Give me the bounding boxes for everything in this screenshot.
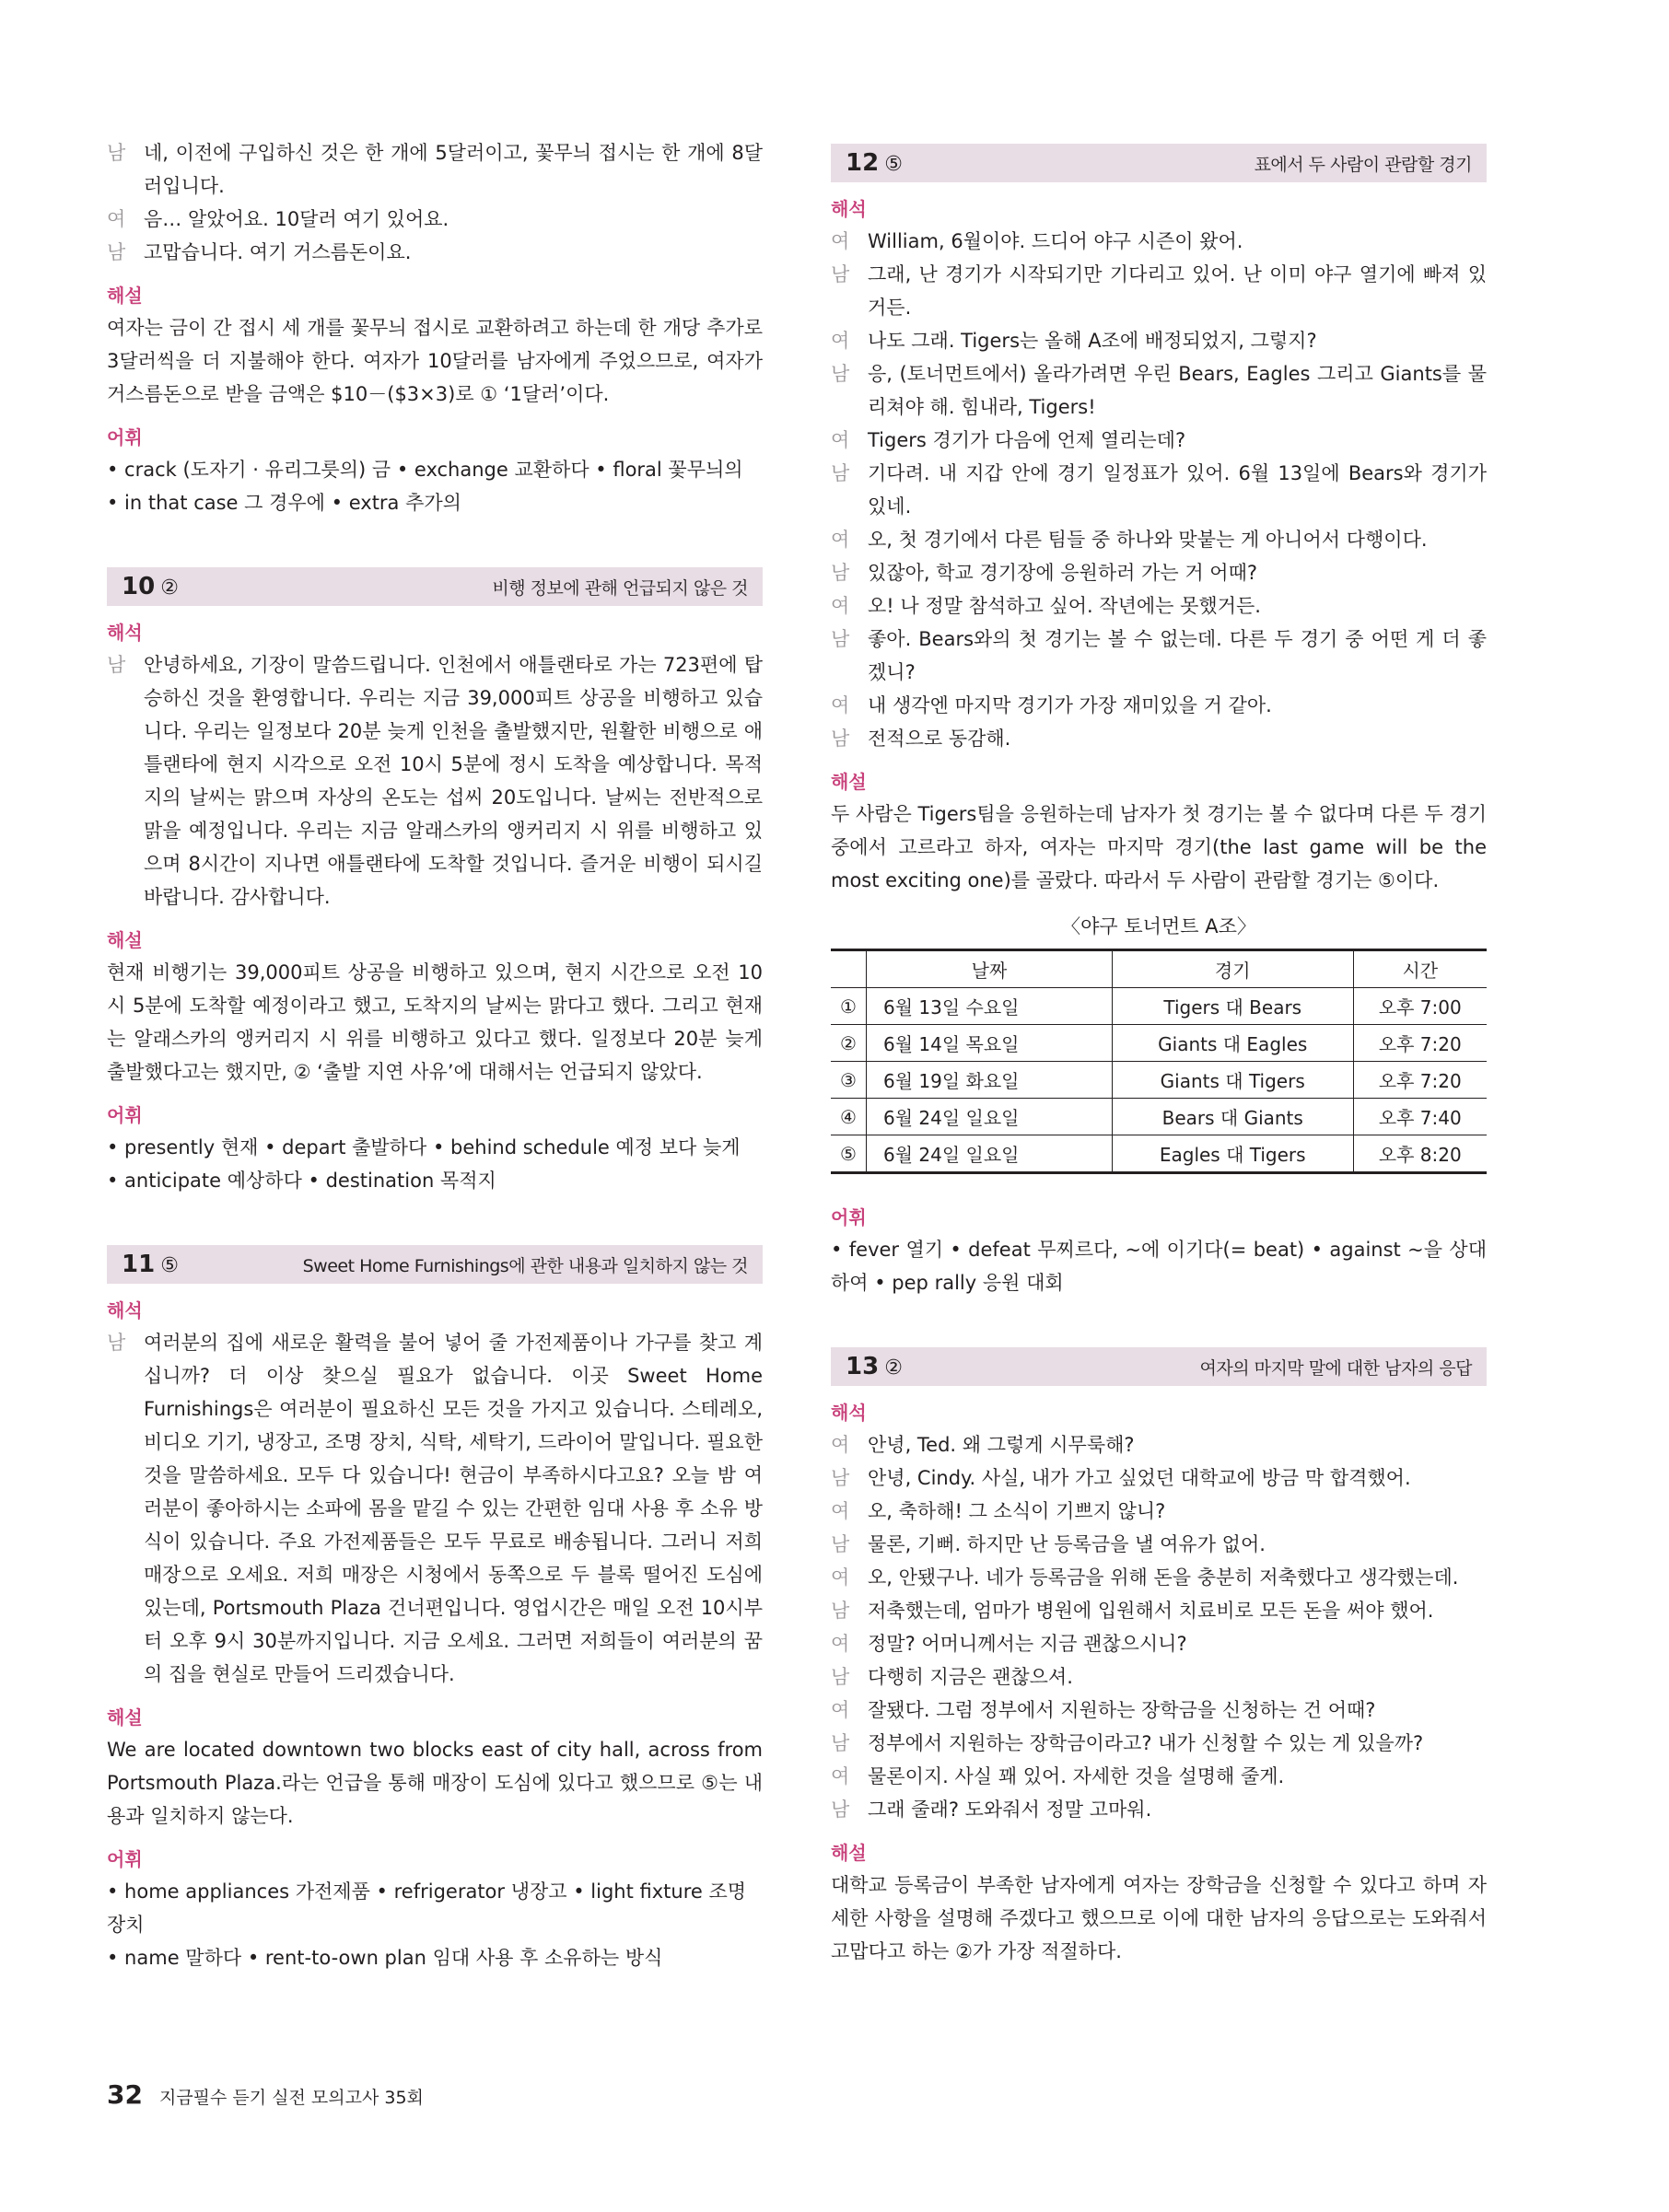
question-number-text: 11 <box>122 1251 156 1278</box>
dialog-text: William, 6월이야. 드디어 야구 시즌이 왔어. <box>868 230 1243 252</box>
table-cell: Giants 대 Tigers <box>1112 1062 1353 1099</box>
dialog-line <box>107 203 763 236</box>
dialog-line <box>831 1727 1487 1760</box>
speaker-label: 여 <box>831 1765 850 1787</box>
dialog-line <box>831 1528 1487 1561</box>
dialog-text: 안녕, Ted. 왜 그렇게 시무룩해? <box>868 1434 1135 1456</box>
dialog-line <box>107 648 763 914</box>
table-cell: 6월 24일 일요일 <box>867 1135 1113 1173</box>
speaker-label: 남 <box>831 363 850 385</box>
speaker-label: 여 <box>831 1566 850 1589</box>
cont-dialog <box>107 136 763 269</box>
haeseol-label: 해설 <box>107 1706 143 1729</box>
dialog-text: 음… 알았어요. 10달러 여기 있어요. <box>144 208 449 230</box>
dialog-text: 그래, 난 경기가 시작되기만 기다리고 있어. 난 이미 야구 열기에 빠져 있거든. <box>868 263 1487 319</box>
q12-dialog <box>831 225 1487 755</box>
dialog-text: 정말? 어머니께서는 지금 괜찮으시니? <box>868 1633 1187 1655</box>
speaker-label: 남 <box>107 1332 126 1354</box>
dialog-line <box>831 1495 1487 1528</box>
table-cell: 오후 7:00 <box>1353 988 1487 1025</box>
vocab-label: 어휘 <box>107 426 143 448</box>
question-number <box>122 1251 179 1278</box>
table-header-row <box>831 950 1487 988</box>
table-cell: ④ <box>831 1099 867 1135</box>
table-cell: ③ <box>831 1062 867 1099</box>
dialog-text: 있잖아, 학교 경기장에 응원하러 가는 거 어때? <box>868 562 1258 584</box>
vocab-line: • fever 열기 • defeat 무찌르다, ~에 이기다(= beat) • against ~을 상대하여 • pep rally 응원 대회 <box>831 1239 1487 1294</box>
table-cell: Bears 대 Giants <box>1112 1099 1353 1135</box>
question-number <box>846 1353 903 1380</box>
dialog-line <box>831 589 1487 623</box>
left-column <box>107 136 763 1974</box>
table-cell: Eagles 대 Tigers <box>1112 1135 1353 1173</box>
dialog-text: 안녕하세요, 기장이 말씀드립니다. 인천에서 애틀랜타로 가는 723편에 탑승하신 것을 환영합니다. 우리는 지금 39,000피트 상공을 비행하고 있습니다. 우리는 일정보다 20분 늦게 인천을 출발했지만, 원활한 비행으로 애틀랜타에 현지 시각으로 오전 10시 5분에 정시 도착을 예상합니다. 목적지의 날씨는 맑으며 자상의 온도는 섭씨 20도입니다. 날씨는 전반적으로 맑을 예정입니다. 우리는 지금 알래스카의 앵커리지 시 위를 비행하고 있으며 8시간이 지나면 애틀랜타에 도착할 것입니다. 즐거운 비행이 되시길 바랍니다. 감사합니다. <box>144 654 763 908</box>
dialog-line <box>831 689 1487 722</box>
dialog-text: 전적으로 동감해. <box>868 728 1011 750</box>
table-cell: 6월 24일 일요일 <box>867 1099 1113 1135</box>
dialog-text: 물론, 기뻐. 하지만 난 등록금을 낼 여유가 없어. <box>868 1533 1266 1555</box>
speaker-label: 남 <box>107 241 126 263</box>
dialog-text: 오! 나 정말 참석하고 싶어. 작년에는 못했거든. <box>868 595 1261 617</box>
answer-mark: ② <box>884 1356 903 1380</box>
speaker-label: 여 <box>831 1434 850 1456</box>
dialog-line <box>831 722 1487 755</box>
dialog-text: 기다려. 내 지갑 안에 경기 일정표가 있어. 6월 13일에 Bears와 경기가 있네. <box>868 462 1487 518</box>
dialog-line <box>831 1760 1487 1793</box>
dialog-line <box>831 1694 1487 1727</box>
dialog-line <box>831 225 1487 258</box>
dialog-text: 저축했는데, 엄마가 병원에 입원해서 치료비로 모든 돈을 써야 했어. <box>868 1600 1434 1622</box>
dialog-line <box>831 1660 1487 1694</box>
haeseol-text: 현재 비행기는 39,000피트 상공을 비행하고 있으며, 현지 시간으로 오전 10시 5분에 도착할 예정이라고 했고, 도착지의 날씨는 맑다고 했다. 그리고 현재는 알래스카의 앵커리지 시 위를 비행하고 있다고 했다. 일정보다 20분 늦게 출발했다고는 했지만, ② ‘출발 지연 사유’에 대해서는 언급되지 않았다. <box>107 961 763 1083</box>
question-number-text: 10 <box>122 573 156 600</box>
dialog-text: 다행히 지금은 괜찮으셔. <box>868 1666 1073 1688</box>
dialog-text: 내 생각엔 마지막 경기가 가장 재미있을 거 같아. <box>868 694 1272 716</box>
dialog-text: 오, 축하해! 그 소식이 기쁘지 않니? <box>868 1500 1166 1522</box>
right-column <box>831 136 1487 1968</box>
vocab-line: • in that case 그 경우에 • extra 추가의 <box>107 492 461 514</box>
speaker-label: 여 <box>831 429 850 451</box>
question-topic: 여자의 마지막 말에 대한 남자의 응답 <box>1199 1357 1472 1379</box>
haeseol-text: We are located downtown two blocks east of city hall, across from Portsmouth Plaza.라는 언급을 통해 매장이 도심에 있다고 했으므로 ⑤는 내용과 일치하지 않는다. <box>107 1739 763 1827</box>
dialog-text: 잘됐다. 그럼 정부에서 지원하는 장학금을 신청하는 건 어때? <box>868 1699 1376 1721</box>
haeseol-text: 여자는 금이 간 접시 세 개를 꽃무늬 접시로 교환하려고 하는데 한 개당 추가로 3달러씩을 더 지불해야 한다. 여자가 10달러를 남자에게 주었으므로, 여자가 거스름돈으로 받을 금액은 $10－($3×3)로 ① ‘1달러’이다. <box>107 317 763 405</box>
question-number <box>122 573 179 600</box>
speaker-label: 남 <box>831 1799 850 1821</box>
q13-dialog <box>831 1428 1487 1826</box>
dialog-line <box>831 324 1487 357</box>
table-header-cell <box>831 950 867 988</box>
table-header-cell: 날짜 <box>867 950 1113 988</box>
speaker-label: 여 <box>831 1633 850 1655</box>
speaker-label: 남 <box>831 728 850 750</box>
table-cell: 6월 14일 목요일 <box>867 1025 1113 1062</box>
dialog-line <box>831 1594 1487 1627</box>
table-cell: Tigers 대 Bears <box>1112 988 1353 1025</box>
dialog-line <box>831 1561 1487 1594</box>
dialog-text: 그래 줄래? 도와줘서 정말 고마워. <box>868 1799 1152 1821</box>
haeseol-label: 해설 <box>107 929 143 951</box>
table-cell: ⑤ <box>831 1135 867 1173</box>
table-row <box>831 1062 1487 1099</box>
question-number-text: 13 <box>846 1353 880 1380</box>
book-title: 지금필수 듣기 실전 모의고사 35회 <box>158 2088 424 2108</box>
dialog-line <box>831 523 1487 556</box>
page-footer <box>107 2079 424 2110</box>
speaker-label: 남 <box>831 1533 850 1555</box>
question-topic: 표에서 두 사람이 관람할 경기 <box>1254 154 1472 175</box>
speaker-label: 남 <box>831 462 850 484</box>
dialog-line <box>107 236 763 269</box>
haeseol-text: 대학교 등록금이 부족한 남자에게 여자는 장학금을 신청할 수 있다고 하며 자세한 사항을 설명해 주겠다고 했으므로 이에 대한 남자의 응답으로는 도와줘서 고맙다고 하는 ②가 가장 적절하다. <box>831 1874 1487 1962</box>
vocab-label: 어휘 <box>107 1848 143 1870</box>
speaker-label: 남 <box>831 1732 850 1754</box>
question-topic: 비행 정보에 관해 언급되지 않은 것 <box>492 577 748 599</box>
dialog-line <box>831 623 1487 689</box>
question-topic: Sweet Home Furnishings에 관한 내용과 일치하지 않는 것 <box>302 1255 748 1276</box>
table-cell: 6월 19일 화요일 <box>867 1062 1113 1099</box>
answer-mark: ⑤ <box>884 153 903 176</box>
dialog-line <box>831 357 1487 424</box>
dialog-line <box>107 136 763 203</box>
question-11-header <box>107 1245 763 1284</box>
vocab-line: • crack (도자기 · 유리그릇의) 금 • exchange 교환하다 • floral 꽃무늬의 <box>107 459 743 481</box>
speaker-label: 여 <box>831 529 850 551</box>
table-cell: 오후 7:20 <box>1353 1025 1487 1062</box>
dialog-line <box>831 1428 1487 1461</box>
dialog-line <box>107 1326 763 1691</box>
dialog-text: Tigers 경기가 다음에 언제 열리는데? <box>868 429 1186 451</box>
speaker-label: 여 <box>831 230 850 252</box>
table-cell: ① <box>831 988 867 1025</box>
speaker-label: 남 <box>831 562 850 584</box>
table-cell: 오후 7:40 <box>1353 1099 1487 1135</box>
speaker-label: 남 <box>831 1600 850 1622</box>
answer-mark: ⑤ <box>160 1254 179 1277</box>
dialog-text: 정부에서 지원하는 장학금이라고? 내가 신청할 수 있는 게 있을까? <box>868 1732 1424 1754</box>
haeseok-label: 해석 <box>831 198 867 220</box>
speaker-label: 여 <box>831 330 850 352</box>
table-cell: 오후 8:20 <box>1353 1135 1487 1173</box>
dialog-text: 오, 안됐구나. 네가 등록금을 위해 돈을 충분히 저축했다고 생각했는데. <box>868 1566 1459 1589</box>
table-row <box>831 1099 1487 1135</box>
vocab-line: • home appliances 가전제품 • refrigerator 냉장고 • light fixture 조명 장치 <box>107 1880 747 1936</box>
table-title: 〈야구 토너먼트 A조〉 <box>1061 915 1256 937</box>
dialog-text: 응, (토너먼트에서) 올라가려면 우린 Bears, Eagles 그리고 Giants를 물리쳐야 해. 힘내라, Tigers! <box>868 363 1487 418</box>
dialog-line <box>831 457 1487 523</box>
page-number: 32 <box>107 2079 143 2110</box>
speaker-label: 남 <box>831 628 850 650</box>
dialog-text: 네, 이전에 구입하신 것은 한 개에 5달러이고, 꽃무늬 접시는 한 개에 8달러입니다. <box>144 142 763 197</box>
vocab-line: • anticipate 예상하다 • destination 목적지 <box>107 1170 496 1192</box>
dialog-text: 안녕, Cindy. 사실, 내가 가고 싶었던 대학교에 방금 막 합격했어. <box>868 1467 1411 1489</box>
haeseok-label: 해석 <box>831 1402 867 1424</box>
speaker-label: 남 <box>831 1467 850 1489</box>
speaker-label: 남 <box>107 654 126 676</box>
speaker-label: 여 <box>831 694 850 716</box>
speaker-label: 남 <box>831 1666 850 1688</box>
dialog-line <box>831 1793 1487 1826</box>
table-row <box>831 1025 1487 1062</box>
speaker-label: 여 <box>107 208 126 230</box>
dialog-line <box>831 258 1487 324</box>
answer-mark: ② <box>160 576 179 600</box>
table-row <box>831 988 1487 1025</box>
question-number-text: 12 <box>846 149 880 177</box>
dialog-line <box>831 556 1487 589</box>
table-header-cell: 시간 <box>1353 950 1487 988</box>
dialog-text: 여러분의 집에 새로운 활력을 불어 넣어 줄 가전제품이나 가구를 찾고 계십니까? 더 이상 찾으실 필요가 없습니다. 이곳 Sweet Home Furnishings은 여러분이 필요하신 모든 것을 가지고 있습니다. 스테레오, 비디오 기기, 냉장고, 조명 장치, 식탁, 세탁기, 드라이어 말입니다. 필요한 것을 말씀하세요. 모두 다 있습니다! 현금이 부족하시다고요? 오늘 밤 여러분이 좋아하시는 소파에 몸을 맡길 수 있는 간편한 임대 사용 후 소유 방식이 있습니다. 주요 가전제품들은 모두 무료로 배송됩니다. 그러니 저희 매장으로 오세요. 저희 매장은 시청에서 동쪽으로 두 블록 떨어진 도심에 있는데, Portsmouth Plaza 건너편입니다. 영업시간은 매일 오전 10시부터 오후 9시 30분까지입니다. 지금 오세요. 그러면 저희들이 여러분의 꿈의 집을 현실로 만들어 드리겠습니다. <box>144 1332 763 1685</box>
speaker-label: 남 <box>831 263 850 285</box>
haeseok-label: 해석 <box>107 1299 143 1321</box>
haeseol-text: 두 사람은 Tigers팀을 응원하는데 남자가 첫 경기는 볼 수 없다며 다른 두 경기 중에서 고르라고 하자, 여자는 마지막 경기(the last game will be the most exciting one)를 골랐다. 따라서 두 사람이 관람할 경기는 ⑤이다. <box>831 803 1487 891</box>
table-row <box>831 1135 1487 1173</box>
vocab-line: • name 말하다 • rent-to-own plan 임대 사용 후 소유하는 방식 <box>107 1947 663 1969</box>
vocab-label: 어휘 <box>831 1206 867 1228</box>
dialog-text: 물론이지. 사실 꽤 있어. 자세한 것을 설명해 줄게. <box>868 1765 1285 1787</box>
dialog-line <box>831 424 1487 457</box>
table-cell: 오후 7:20 <box>1353 1062 1487 1099</box>
question-12-header <box>831 144 1487 182</box>
speaker-label: 남 <box>107 142 126 164</box>
table-header-cell: 경기 <box>1112 950 1353 988</box>
dialog-text: 나도 그래. Tigers는 올해 A조에 배정되었지, 그렇지? <box>868 330 1317 352</box>
dialog-text: 고맙습니다. 여기 거스름돈이요. <box>144 241 412 263</box>
dialog-line <box>831 1461 1487 1495</box>
haeseol-label: 해설 <box>107 285 143 307</box>
table-cell: Giants 대 Eagles <box>1112 1025 1353 1062</box>
question-10-header <box>107 567 763 606</box>
question-number <box>846 149 903 177</box>
speaker-label: 여 <box>831 1699 850 1721</box>
question-13-header <box>831 1347 1487 1386</box>
table-cell: ② <box>831 1025 867 1062</box>
dialog-text: 좋아. Bears와의 첫 경기는 볼 수 없는데. 다른 두 경기 중 어떤 게 더 좋겠니? <box>868 628 1487 683</box>
haeseol-label: 해설 <box>831 1842 867 1864</box>
speaker-label: 여 <box>831 1500 850 1522</box>
haeseol-label: 해설 <box>831 771 867 793</box>
dialog-line <box>831 1627 1487 1660</box>
speaker-label: 여 <box>831 595 850 617</box>
haeseok-label: 해석 <box>107 622 143 644</box>
table-cell: 6월 13일 수요일 <box>867 988 1113 1025</box>
dialog-text: 오, 첫 경기에서 다른 팀들 중 하나와 맞붙는 게 아니어서 다행이다. <box>868 529 1428 551</box>
schedule-table <box>831 949 1487 1174</box>
vocab-label: 어휘 <box>107 1104 143 1126</box>
vocab-line: • presently 현재 • depart 출발하다 • behind schedule 예정 보다 늦게 <box>107 1136 741 1158</box>
